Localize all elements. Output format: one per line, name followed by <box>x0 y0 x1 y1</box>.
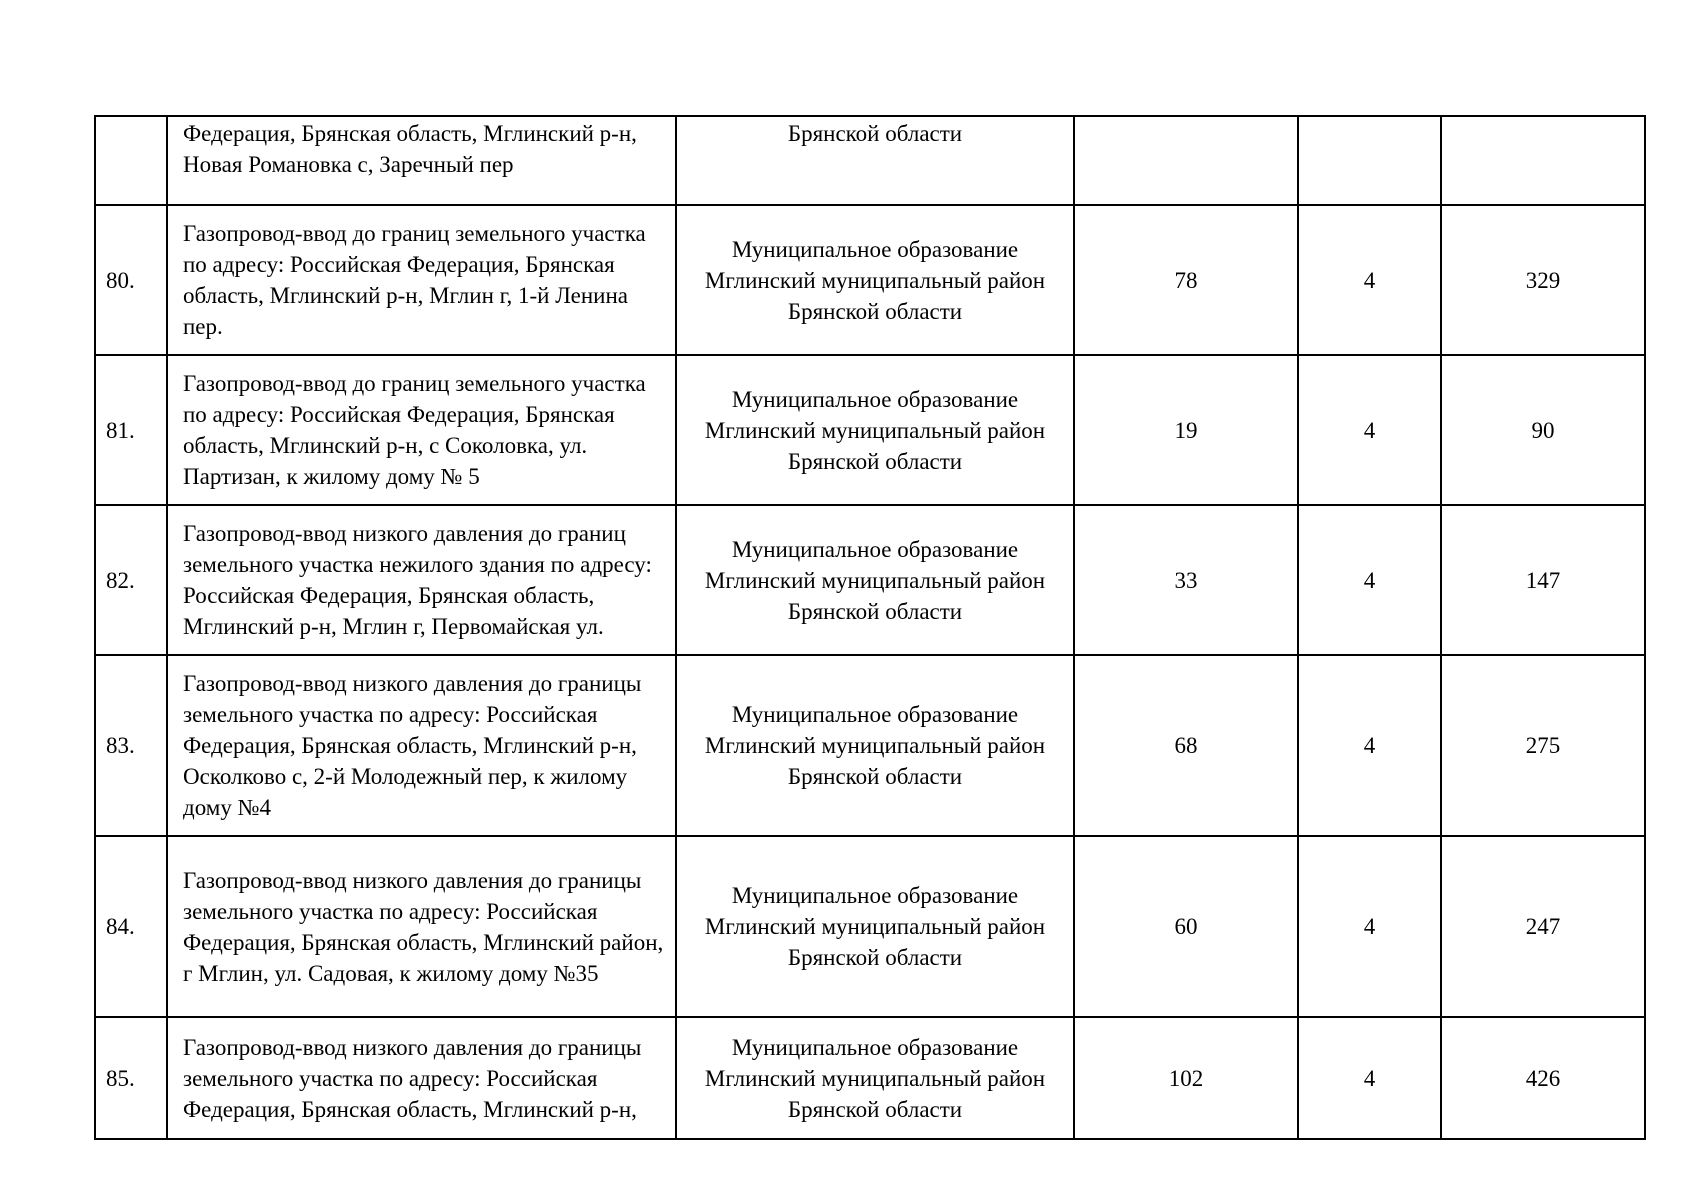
row-number-cell: 83. <box>95 655 167 836</box>
object-name-cell: Федерация, Брянская область, Мглинский р-н, Новая Романовка с, Заречный пер <box>167 116 676 205</box>
column-6-cell: 426 <box>1441 1017 1645 1139</box>
table-row <box>95 355 1645 505</box>
owner-line: Муниципальное образование <box>731 236 1019 262</box>
owner-line: Мглинский муниципальный район <box>704 267 1046 293</box>
owner-cell <box>676 205 1074 355</box>
length-cell: 78 <box>1074 205 1298 355</box>
column-5-cell: 4 <box>1298 836 1441 1017</box>
column-5-cell: 4 <box>1298 355 1441 505</box>
object-name-cell: Газопровод-ввод низкого давления до границ земельного участка нежилого здания по адресу: Российская Федерация, Брянская область, Мглинский р-н, Мглин г, Первомайская ул. <box>167 505 676 655</box>
row-number-cell: 81. <box>95 355 167 505</box>
owner-cell <box>676 116 1074 205</box>
length-cell: 19 <box>1074 355 1298 505</box>
owner-line: Брянской области <box>787 598 963 624</box>
object-name-cell: Газопровод-ввод низкого давления до границы земельного участка по адресу: Российская Федерация, Брянская область, Мглинский район, г Мглин, ул. Садовая, к жилому дому №35 <box>167 836 676 1017</box>
owner-line: Муниципальное образование <box>731 536 1019 562</box>
column-5-cell: 4 <box>1298 1017 1441 1139</box>
column-5-cell: 4 <box>1298 205 1441 355</box>
column-6-cell: 275 <box>1441 655 1645 836</box>
length-cell: 33 <box>1074 505 1298 655</box>
owner-cell <box>676 505 1074 655</box>
column-5-cell: 4 <box>1298 505 1441 655</box>
owner-cell <box>676 1017 1074 1139</box>
owner-line: Муниципальное образование <box>731 702 1019 727</box>
owner-line: Брянской области <box>787 298 963 324</box>
object-name-cell: Газопровод-ввод до границ земельного участка по адресу: Российская Федерация, Брянская область, Мглинский р-н, с Соколовка, ул. Партизан, к жилому дому № 5 <box>167 355 676 505</box>
owner-cell <box>676 355 1074 505</box>
row-number-cell: 80. <box>95 205 167 355</box>
table-row <box>95 836 1645 1017</box>
gas-pipeline-registry-table <box>94 115 1646 1140</box>
column-5-cell <box>1298 116 1441 205</box>
length-cell: 60 <box>1074 836 1298 1017</box>
table-row <box>95 1017 1645 1139</box>
column-6-cell: 90 <box>1441 355 1645 505</box>
owner-line: Мглинский муниципальный район <box>704 1065 1046 1091</box>
table-row-continued <box>95 116 1645 205</box>
column-6-cell: 147 <box>1441 505 1645 655</box>
owner-line: Мглинский муниципальный район <box>704 417 1046 443</box>
owner-line: Мглинский муниципальный район <box>704 914 1046 939</box>
object-name-cell: Газопровод-ввод до границ земельного участка по адресу: Российская Федерация, Брянская область, Мглинский р-н, Мглин г, 1-й Ленина пер. <box>167 205 676 355</box>
owner-cell <box>676 655 1074 836</box>
column-6-cell: 247 <box>1441 836 1645 1017</box>
owner-line: Муниципальное образование <box>731 1034 1019 1060</box>
object-name-cell: Газопровод-ввод низкого давления до границы земельного участка по адресу: Российская Федерация, Брянская область, Мглинский р-н, Осколково с, 2-й Молодежный пер, к жилому дому №4 <box>167 655 676 836</box>
owner-line: Брянской области <box>787 448 963 474</box>
table-row <box>95 655 1645 836</box>
row-number-cell <box>95 116 167 205</box>
object-name-cell: Газопровод-ввод низкого давления до границы земельного участка по адресу: Российская Федерация, Брянская область, Мглинский р-н, <box>167 1017 676 1139</box>
row-number-cell: 84. <box>95 836 167 1017</box>
owner-line: Брянской области <box>787 121 963 146</box>
row-number-cell: 85. <box>95 1017 167 1139</box>
column-6-cell <box>1441 116 1645 205</box>
length-cell: 68 <box>1074 655 1298 836</box>
owner-line: Мглинский муниципальный район <box>704 567 1046 593</box>
owner-line: Муниципальное образование <box>731 883 1019 908</box>
owner-line: Мглинский муниципальный район <box>704 733 1046 758</box>
table-row <box>95 505 1645 655</box>
owner-line: Брянской области <box>787 1096 963 1122</box>
table-row <box>95 205 1645 355</box>
owner-line: Брянской области <box>787 764 963 789</box>
length-cell <box>1074 116 1298 205</box>
column-5-cell: 4 <box>1298 655 1441 836</box>
owner-cell <box>676 836 1074 1017</box>
owner-line: Брянской области <box>787 945 963 970</box>
owner-line: Муниципальное образование <box>731 386 1019 412</box>
length-cell: 102 <box>1074 1017 1298 1139</box>
column-6-cell: 329 <box>1441 205 1645 355</box>
row-number-cell: 82. <box>95 505 167 655</box>
